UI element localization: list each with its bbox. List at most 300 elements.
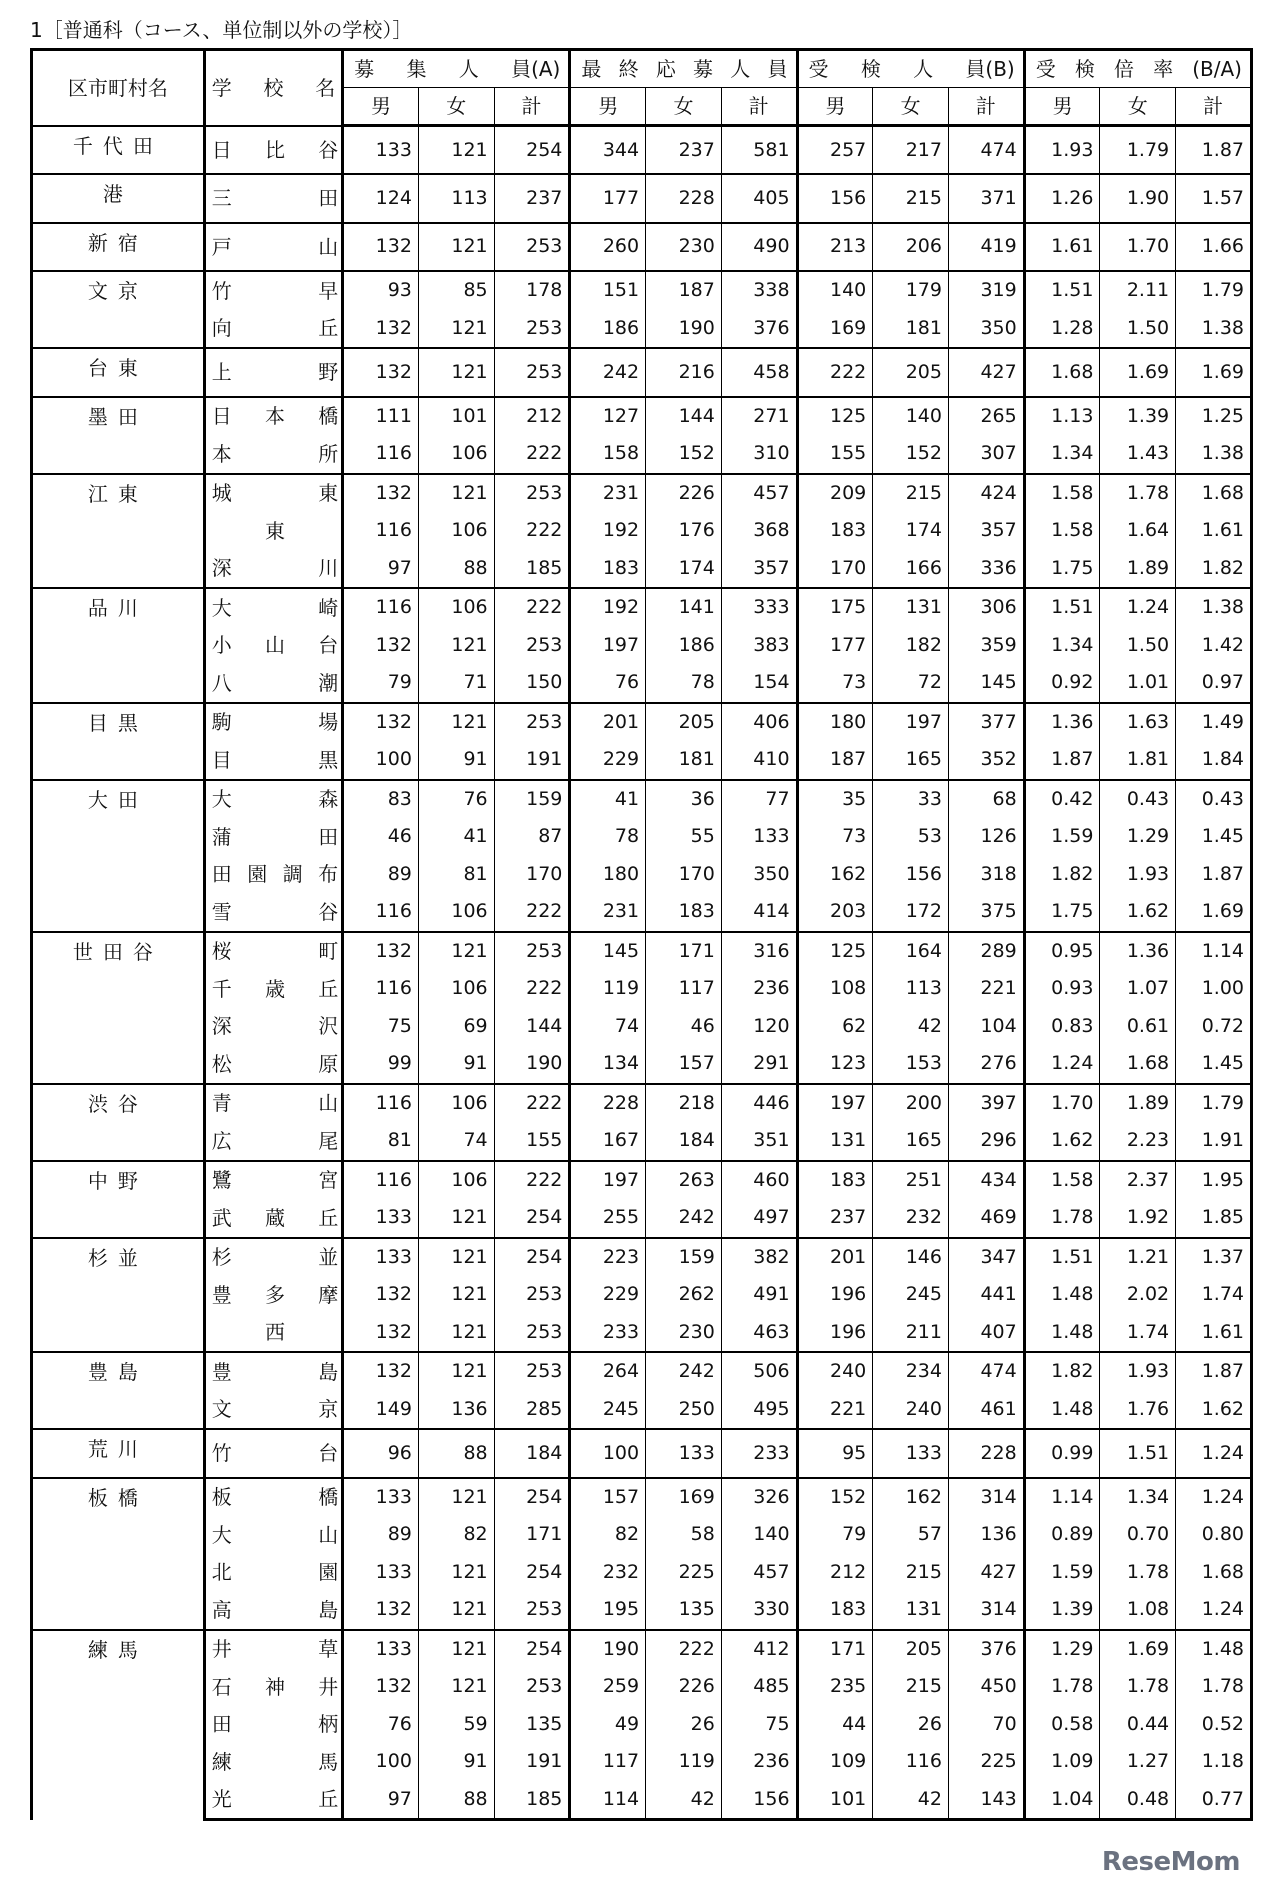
- examinees-total-cell: 289: [948, 932, 1024, 971]
- table-row: [32, 893, 1252, 932]
- applicants-total-cell: 236: [721, 970, 797, 1008]
- examinees-female-cell: 33: [873, 780, 949, 819]
- recruit-total-cell: 253: [494, 932, 570, 971]
- school-name-char: 桜: [211, 939, 232, 964]
- ratio-male-cell: 0.95: [1024, 932, 1100, 971]
- recruit-male-cell: 132: [343, 627, 419, 665]
- applicants-female-cell: 226: [646, 474, 722, 513]
- school-name-char: 田: [211, 1712, 232, 1737]
- school-name-char: 蒲: [211, 824, 232, 849]
- ratio-male-cell: 1.68: [1024, 348, 1100, 397]
- female-header: 女: [1100, 88, 1176, 126]
- ward-name: 港: [32, 174, 205, 223]
- examinees-female-cell: 215: [873, 1554, 949, 1592]
- school-name: [204, 1314, 342, 1353]
- ratio-male-cell: 0.92: [1024, 664, 1100, 703]
- ratio-male-cell: 1.13: [1024, 397, 1100, 436]
- school-header-char: 学: [211, 75, 232, 100]
- examinees-total-cell: 68: [948, 780, 1024, 819]
- applicants-total-cell: 463: [721, 1314, 797, 1353]
- examinees-total-cell: 375: [948, 893, 1024, 932]
- recruit-male-cell: 132: [343, 703, 419, 742]
- school-name: [204, 664, 342, 703]
- school-name: [204, 893, 342, 932]
- examinees-female-cell: 164: [873, 932, 949, 971]
- examinees-female-cell: 42: [873, 1008, 949, 1046]
- school-name: [204, 932, 342, 971]
- examinees-total-cell: 314: [948, 1478, 1024, 1517]
- recruit-total-cell: 254: [494, 126, 570, 175]
- examinees-male-cell: 177: [797, 627, 873, 665]
- recruit-male-cell: 83: [343, 780, 419, 819]
- table-row: [32, 588, 1252, 627]
- examinees-male-cell: 197: [797, 1084, 873, 1123]
- recruit-total-cell: 222: [494, 435, 570, 474]
- applicants-total-cell: 581: [721, 126, 797, 175]
- recruit-male-cell: 116: [343, 435, 419, 474]
- examinees-female-cell: 116: [873, 1743, 949, 1781]
- school-name-char: 戸: [211, 234, 232, 259]
- school-name-char: 谷: [318, 137, 339, 162]
- examinees-female-cell: 240: [873, 1391, 949, 1430]
- ratio-female-cell: 1.64: [1100, 512, 1176, 550]
- total-header: 計: [948, 88, 1024, 126]
- applicants-total-cell: 410: [721, 741, 797, 780]
- school-name-char: 多: [264, 1282, 285, 1307]
- applicants-total-cell: 233: [721, 1429, 797, 1478]
- ratio-total-cell: 1.24: [1176, 1429, 1252, 1478]
- table-row: [32, 512, 1252, 550]
- examinees-total-cell: 265: [948, 397, 1024, 436]
- ratio-total-cell: 0.52: [1176, 1706, 1252, 1744]
- male-header: 男: [1024, 88, 1100, 126]
- recruit-total-cell: 254: [494, 1199, 570, 1238]
- examinees-male-cell: 196: [797, 1314, 873, 1353]
- recruit-male-cell: 116: [343, 588, 419, 627]
- ratio-female-cell: 0.44: [1100, 1706, 1176, 1744]
- recruit-female-cell: 106: [418, 512, 494, 550]
- recruit-female-cell: 82: [418, 1516, 494, 1554]
- recruit-female-cell: 91: [418, 741, 494, 780]
- applicants-female-cell: 42: [646, 1781, 722, 1820]
- header-char: 員: [767, 57, 788, 81]
- applicants-male-cell: 157: [570, 1478, 646, 1517]
- recruit-female-cell: 121: [418, 1276, 494, 1314]
- recruit-male-cell: 46: [343, 818, 419, 856]
- ward-name: 大田: [32, 780, 205, 932]
- examinees-total-cell: 377: [948, 703, 1024, 742]
- recruit-total-cell: 237: [494, 174, 570, 223]
- ratio-female-cell: 1.68: [1100, 1045, 1176, 1084]
- ratio-total-cell: 1.74: [1176, 1276, 1252, 1314]
- school-name-char: [212, 1322, 232, 1342]
- ward-name: 江東: [32, 474, 205, 589]
- table-row: [32, 1630, 1252, 1669]
- ratio-male-cell: 1.59: [1024, 818, 1100, 856]
- ratio-female-cell: 1.34: [1100, 1478, 1176, 1517]
- school-name-char: 島: [318, 1359, 339, 1384]
- ratio-female-cell: 0.43: [1100, 780, 1176, 819]
- school-name-char: [212, 521, 232, 541]
- recruit-female-cell: 59: [418, 1706, 494, 1744]
- ratio-female-cell: 1.50: [1100, 627, 1176, 665]
- examinees-male-cell: 95: [797, 1429, 873, 1478]
- total-header: 計: [1176, 88, 1252, 126]
- school-name-char: 崎: [318, 595, 339, 620]
- recruit-total-cell: 159: [494, 780, 570, 819]
- ward-name: 文京: [32, 271, 205, 348]
- applicants-female-cell: 226: [646, 1668, 722, 1706]
- recruit-total-cell: 253: [494, 1591, 570, 1630]
- school-name-char: [318, 1322, 338, 1342]
- examinees-male-cell: 201: [797, 1238, 873, 1277]
- applicants-female-cell: 135: [646, 1591, 722, 1630]
- header-char: 員(B): [965, 57, 1015, 81]
- examinees-female-cell: 165: [873, 1122, 949, 1161]
- school-name: [204, 1781, 342, 1820]
- header-char: 受: [808, 57, 829, 81]
- examinees-total-cell: 427: [948, 348, 1024, 397]
- examinees-male-cell: 140: [797, 271, 873, 310]
- examinees-male-cell: 183: [797, 512, 873, 550]
- applicants-total-cell: 338: [721, 271, 797, 310]
- school-name-char: 青: [211, 1091, 232, 1116]
- school-name-char: 鷺: [211, 1168, 232, 1193]
- applicants-total-cell: 414: [721, 893, 797, 932]
- school-name-char: 丘: [318, 1205, 339, 1230]
- recruit-male-cell: 116: [343, 970, 419, 1008]
- ward-name: 豊島: [32, 1352, 205, 1429]
- applicants-female-cell: 78: [646, 664, 722, 703]
- ratio-male-cell: 1.58: [1024, 1161, 1100, 1200]
- recruit-female-cell: 121: [418, 1630, 494, 1669]
- applicants-female-cell: 190: [646, 310, 722, 349]
- recruit-total-cell: 212: [494, 397, 570, 436]
- applicants-total-cell: 351: [721, 1122, 797, 1161]
- ratio-female-cell: 1.78: [1100, 1554, 1176, 1592]
- ratio-male-cell: 1.78: [1024, 1668, 1100, 1706]
- applicants-male-cell: 259: [570, 1668, 646, 1706]
- header-char: 終: [618, 57, 639, 81]
- ratio-male-cell: 1.48: [1024, 1314, 1100, 1353]
- recruit-male-cell: 89: [343, 1516, 419, 1554]
- examinees-total-cell: 307: [948, 435, 1024, 474]
- ratio-male-cell: 1.82: [1024, 856, 1100, 894]
- applicants-female-cell: 46: [646, 1008, 722, 1046]
- examinees-female-cell: 131: [873, 1591, 949, 1630]
- examinees-total-cell: 136: [948, 1516, 1024, 1554]
- school-name-char: 神: [264, 1674, 285, 1699]
- examinees-female-cell: 165: [873, 741, 949, 780]
- school-name-char: 日: [211, 404, 232, 429]
- ratio-male-cell: 1.51: [1024, 1238, 1100, 1277]
- ratio-female-cell: 1.63: [1100, 703, 1176, 742]
- recruit-male-cell: 79: [343, 664, 419, 703]
- recruit-female-cell: 121: [418, 1314, 494, 1353]
- ratio-female-cell: 1.08: [1100, 1591, 1176, 1630]
- table-row: [32, 856, 1252, 894]
- applicants-total-cell: 326: [721, 1478, 797, 1517]
- school-name-char: 園: [318, 1560, 339, 1585]
- ward-name: 墨田: [32, 397, 205, 474]
- applicants-female-cell: 184: [646, 1122, 722, 1161]
- examinees-total-cell: 145: [948, 664, 1024, 703]
- recruit-total-cell: 253: [494, 348, 570, 397]
- ratio-female-cell: 1.89: [1100, 1084, 1176, 1123]
- ratio-female-cell: 1.24: [1100, 588, 1176, 627]
- ratio-total-cell: 1.87: [1176, 856, 1252, 894]
- applicants-female-cell: 36: [646, 780, 722, 819]
- applicants-female-cell: 55: [646, 818, 722, 856]
- examinees-female-cell: 174: [873, 512, 949, 550]
- recruit-male-cell: 132: [343, 310, 419, 349]
- applicants-total-cell: 405: [721, 174, 797, 223]
- examinees-female-cell: 197: [873, 703, 949, 742]
- table-row: [32, 1314, 1252, 1353]
- examinees-total-cell: 461: [948, 1391, 1024, 1430]
- recruit-male-cell: 133: [343, 1478, 419, 1517]
- results-table: [30, 48, 1253, 1821]
- recruitment-header: [343, 50, 570, 88]
- school-name: [204, 1122, 342, 1161]
- ratio-total-cell: 0.97: [1176, 664, 1252, 703]
- recruit-male-cell: 116: [343, 893, 419, 932]
- examinees-male-cell: 73: [797, 664, 873, 703]
- school-name: [204, 1008, 342, 1046]
- school-name-char: 深: [211, 1014, 232, 1039]
- header-char: 率: [1153, 57, 1174, 81]
- school-name-char: 早: [318, 278, 339, 303]
- school-name-char: 井: [211, 1637, 232, 1662]
- examinees-total-cell: 397: [948, 1084, 1024, 1123]
- examinees-total-cell: 450: [948, 1668, 1024, 1706]
- ratio-male-cell: 1.59: [1024, 1554, 1100, 1592]
- applicants-total-cell: 497: [721, 1199, 797, 1238]
- header-char: 検: [860, 57, 881, 81]
- applicants-female-cell: 237: [646, 126, 722, 175]
- examinees-total-cell: 143: [948, 1781, 1024, 1820]
- male-header: 男: [797, 88, 873, 126]
- examinees-female-cell: 156: [873, 856, 949, 894]
- ratio-male-cell: 1.87: [1024, 741, 1100, 780]
- school-name-char: 北: [211, 1560, 232, 1585]
- examinees-total-cell: 126: [948, 818, 1024, 856]
- examinees-male-cell: 221: [797, 1391, 873, 1430]
- ratio-female-cell: 1.51: [1100, 1429, 1176, 1478]
- table-row: [32, 627, 1252, 665]
- recruit-male-cell: 111: [343, 397, 419, 436]
- ratio-total-cell: 1.37: [1176, 1238, 1252, 1277]
- applicants-total-cell: 133: [721, 818, 797, 856]
- applicants-male-cell: 158: [570, 435, 646, 474]
- examinees-female-cell: 232: [873, 1199, 949, 1238]
- examinees-male-cell: 183: [797, 1591, 873, 1630]
- examinees-male-cell: 101: [797, 1781, 873, 1820]
- ratio-female-cell: 1.89: [1100, 550, 1176, 589]
- examinees-female-cell: 53: [873, 818, 949, 856]
- examinees-female-cell: 131: [873, 588, 949, 627]
- table-row: [32, 1554, 1252, 1592]
- applicants-total-cell: 457: [721, 1554, 797, 1592]
- examinees-male-cell: 123: [797, 1045, 873, 1084]
- ratio-female-cell: 1.62: [1100, 893, 1176, 932]
- applicants-male-cell: 117: [570, 1743, 646, 1781]
- table-row: [32, 932, 1252, 971]
- applicants-total-cell: 333: [721, 588, 797, 627]
- applicants-total-cell: 406: [721, 703, 797, 742]
- examinees-female-cell: 152: [873, 435, 949, 474]
- recruit-male-cell: 132: [343, 223, 419, 272]
- applicants-total-cell: 310: [721, 435, 797, 474]
- table-body: [32, 126, 1252, 1820]
- ratio-total-cell: 1.66: [1176, 223, 1252, 272]
- ratio-male-cell: 1.29: [1024, 1630, 1100, 1669]
- examinees-total-cell: 469: [948, 1199, 1024, 1238]
- table-row: [32, 1045, 1252, 1084]
- recruit-female-cell: 106: [418, 435, 494, 474]
- examinees-total-cell: 296: [948, 1122, 1024, 1161]
- ratio-total-cell: 1.48: [1176, 1630, 1252, 1669]
- recruit-female-cell: 91: [418, 1743, 494, 1781]
- school-name-char: 小: [211, 633, 232, 658]
- applicants-male-cell: 229: [570, 1276, 646, 1314]
- recruit-male-cell: 89: [343, 856, 419, 894]
- ratio-total-cell: 1.38: [1176, 588, 1252, 627]
- applicants-total-cell: 382: [721, 1238, 797, 1277]
- applicants-total-cell: 154: [721, 664, 797, 703]
- school-name: [204, 741, 342, 780]
- school-name-char: 原: [318, 1051, 339, 1076]
- school-name: [204, 1554, 342, 1592]
- school-name-char: 橋: [318, 404, 339, 429]
- recruit-male-cell: 133: [343, 1630, 419, 1669]
- ratio-male-cell: 1.58: [1024, 512, 1100, 550]
- final-applicants-header: [570, 50, 797, 88]
- examinees-total-cell: 474: [948, 126, 1024, 175]
- recruit-male-cell: 99: [343, 1045, 419, 1084]
- examinees-female-cell: 217: [873, 126, 949, 175]
- examinees-female-cell: 166: [873, 550, 949, 589]
- recruit-female-cell: 106: [418, 1084, 494, 1123]
- ratio-total-cell: 1.57: [1176, 174, 1252, 223]
- examinees-total-cell: 314: [948, 1591, 1024, 1630]
- recruit-total-cell: 185: [494, 1781, 570, 1820]
- examinees-total-cell: 376: [948, 1630, 1024, 1669]
- applicants-total-cell: 316: [721, 932, 797, 971]
- ratio-male-cell: 1.28: [1024, 310, 1100, 349]
- recruit-total-cell: 87: [494, 818, 570, 856]
- recruit-female-cell: 71: [418, 664, 494, 703]
- applicants-total-cell: 291: [721, 1045, 797, 1084]
- applicants-female-cell: 183: [646, 893, 722, 932]
- ratio-total-cell: 1.69: [1176, 348, 1252, 397]
- recruit-male-cell: 133: [343, 1238, 419, 1277]
- ward-name: 中野: [32, 1161, 205, 1238]
- applicants-male-cell: 190: [570, 1630, 646, 1669]
- header-char: 員(A): [511, 57, 561, 81]
- ratio-total-cell: 1.24: [1176, 1591, 1252, 1630]
- applicants-male-cell: 100: [570, 1429, 646, 1478]
- table-row: [32, 550, 1252, 589]
- recruit-female-cell: 106: [418, 893, 494, 932]
- school-name: [204, 550, 342, 589]
- applicants-male-cell: 114: [570, 1781, 646, 1820]
- table-row: [32, 1008, 1252, 1046]
- recruit-total-cell: 178: [494, 271, 570, 310]
- recruit-total-cell: 184: [494, 1429, 570, 1478]
- ward-name: 荒川: [32, 1429, 205, 1478]
- applicants-male-cell: 232: [570, 1554, 646, 1592]
- school-name: [204, 703, 342, 742]
- ratio-female-cell: 1.43: [1100, 435, 1176, 474]
- school-name-char: 宮: [318, 1168, 339, 1193]
- ratio-male-cell: 0.93: [1024, 970, 1100, 1008]
- applicants-male-cell: 78: [570, 818, 646, 856]
- table-row: [32, 1199, 1252, 1238]
- recruit-total-cell: 185: [494, 550, 570, 589]
- recruit-total-cell: 170: [494, 856, 570, 894]
- school-name-char: 大: [211, 787, 232, 812]
- ratio-female-cell: 0.70: [1100, 1516, 1176, 1554]
- applicants-female-cell: 141: [646, 588, 722, 627]
- ward-name: 台東: [32, 348, 205, 397]
- school-name-char: 台: [318, 1441, 339, 1466]
- ratio-female-cell: 1.93: [1100, 1352, 1176, 1391]
- applicants-male-cell: 186: [570, 310, 646, 349]
- ward-name: 渋谷: [32, 1084, 205, 1161]
- ratio-male-cell: 1.82: [1024, 1352, 1100, 1391]
- applicants-male-cell: 228: [570, 1084, 646, 1123]
- ratio-total-cell: 1.49: [1176, 703, 1252, 742]
- table-row: [32, 1238, 1252, 1277]
- applicants-total-cell: 357: [721, 550, 797, 589]
- school-name-char: 野: [318, 360, 339, 385]
- table-row: [32, 1276, 1252, 1314]
- recruit-female-cell: 121: [418, 1199, 494, 1238]
- ratio-female-cell: 1.70: [1100, 223, 1176, 272]
- examinees-total-cell: 434: [948, 1161, 1024, 1200]
- recruit-female-cell: 88: [418, 1781, 494, 1820]
- examinees-female-cell: 162: [873, 1478, 949, 1517]
- examinees-total-cell: 350: [948, 310, 1024, 349]
- school-name: [204, 474, 342, 513]
- examinees-female-cell: 251: [873, 1161, 949, 1200]
- ratio-female-cell: 1.29: [1100, 818, 1176, 856]
- applicants-female-cell: 152: [646, 435, 722, 474]
- header-char: 人: [730, 57, 751, 81]
- ratio-female-cell: 1.93: [1100, 856, 1176, 894]
- examinees-female-cell: 153: [873, 1045, 949, 1084]
- female-header: 女: [418, 88, 494, 126]
- recruit-male-cell: 132: [343, 1314, 419, 1353]
- school-name: [204, 126, 342, 175]
- examinees-female-cell: 245: [873, 1276, 949, 1314]
- applicants-male-cell: 183: [570, 550, 646, 589]
- school-name-char: 丘: [318, 1787, 339, 1812]
- school-name: [204, 271, 342, 310]
- examinees-male-cell: 203: [797, 893, 873, 932]
- examinees-total-cell: 70: [948, 1706, 1024, 1744]
- recruit-male-cell: 100: [343, 741, 419, 780]
- ratio-female-cell: 2.11: [1100, 271, 1176, 310]
- recruit-female-cell: 121: [418, 1554, 494, 1592]
- ward-name: 新宿: [32, 223, 205, 272]
- school-name-char: 西: [264, 1320, 285, 1345]
- ratio-total-cell: 1.79: [1176, 271, 1252, 310]
- table-row: [32, 741, 1252, 780]
- examinees-male-cell: 156: [797, 174, 873, 223]
- ratio-male-cell: 1.39: [1024, 1591, 1100, 1630]
